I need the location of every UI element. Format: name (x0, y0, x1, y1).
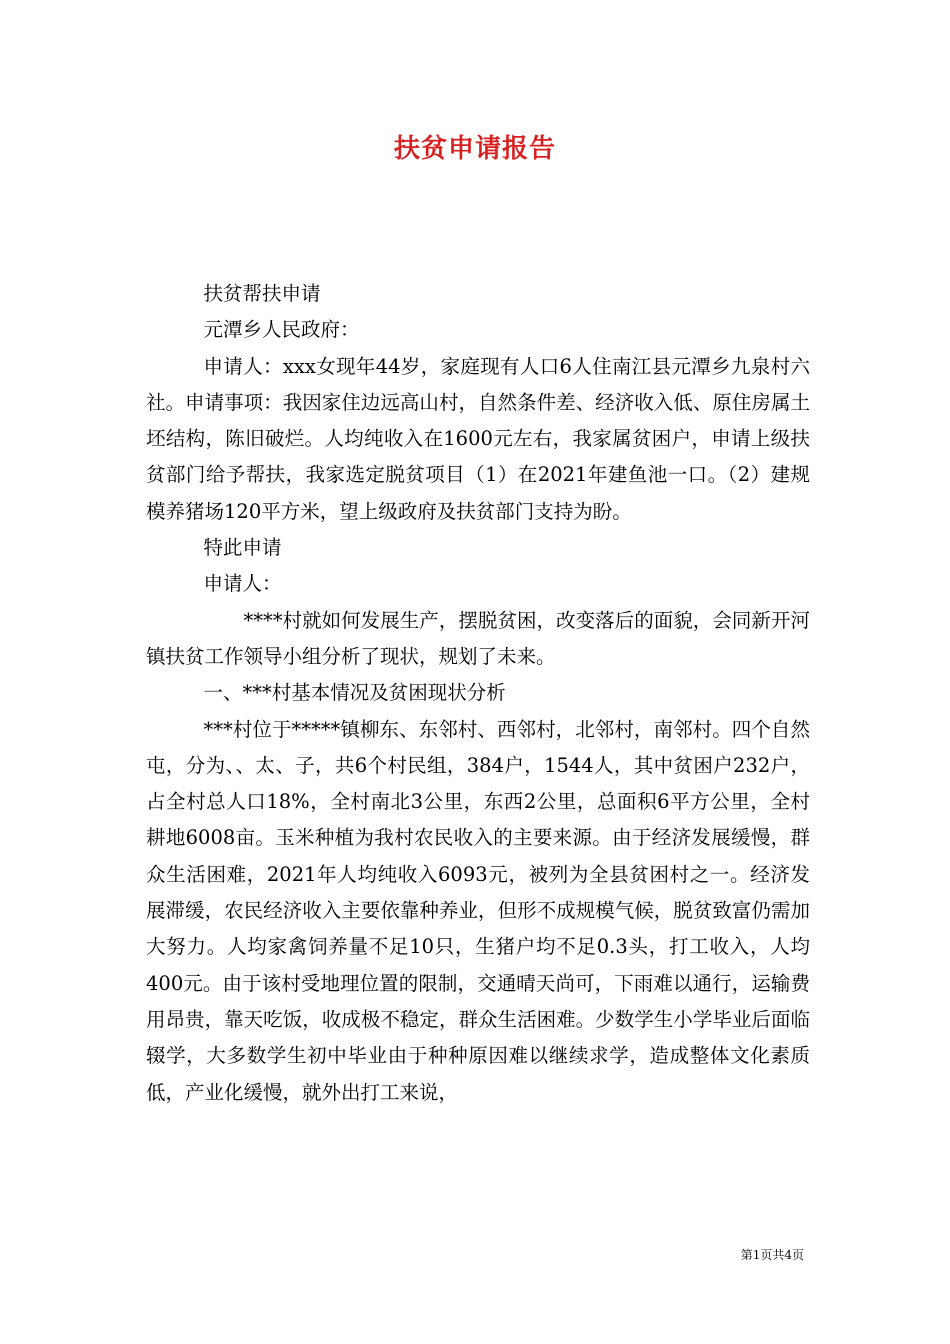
paragraph-intro: ****村就如何发展生产，摆脱贫困，改变落后的面貌，会同新开河镇扶贫工作领导小组分析了现状，规划了未来。 (146, 608, 810, 668)
paragraph-village-info: ***村位于*****镇柳东、东邻村、西邻村，北邻村，南邻村。四个自然屯，分为、、太、子，共6个村民组，384户，1544人，其中贫困户232户，占全村总人口18%，全村南北3公里，东西2公里，总面积6平方公里，全村耕地6008亩。玉米种植为我村农民收入的主要来源。由于经济发展缓慢，群众生活困难，2021年人均纯收入6093元，被列为全县贫困村之一。经济发展滞缓，农民经济收入主要依靠种养业，但形不成规模气候，脱贫致富仍需加大努力。人均家禽饲养量不足10只，生猪户均不足0.3头，打工收入，人均400元。由于该村受地理位置的限制，交通晴天尚可，下雨难以通行，运输费用昂贵，靠天吃饭，收成极不稳定，群众生活困难。少数学生小学毕业后面临辍学，大多数学生初中毕业由于种种原因难以继续求学，造成整体文化素质低，产业化缓慢，就外出打工来说， (146, 717, 810, 1104)
page-number-footer: 第1页共4页 (740, 1248, 804, 1262)
section-heading: 一、***村基本情况及贫困现状分析 (203, 681, 506, 705)
paragraph-closing: 特此申请 (203, 536, 282, 560)
document-title: 扶贫申请报告 (393, 134, 556, 164)
paragraph-signature: 申请人： (203, 572, 282, 596)
document-body (146, 276, 810, 1111)
paragraph-application: 申请人：xxx女现年44岁，家庭现有人口6人住南江县元潭乡九泉村六社。申请事项：我因家住边远高山村，自然条件差、经济收入低、原住房属土坯结构，陈旧破烂。人均纯收入在1600元左右，我家属贫困户，申请上级扶贫部门给予帮扶，我家选定脱贫项目（1）在2021年建鱼池一口。（2）建规模养猪场120平方米，望上级政府及扶贫部门支持为盼。 (146, 354, 810, 523)
paragraph-addressee: 元潭乡人民政府： (203, 318, 360, 342)
paragraph-heading: 扶贫帮扶申请 (203, 282, 321, 305)
